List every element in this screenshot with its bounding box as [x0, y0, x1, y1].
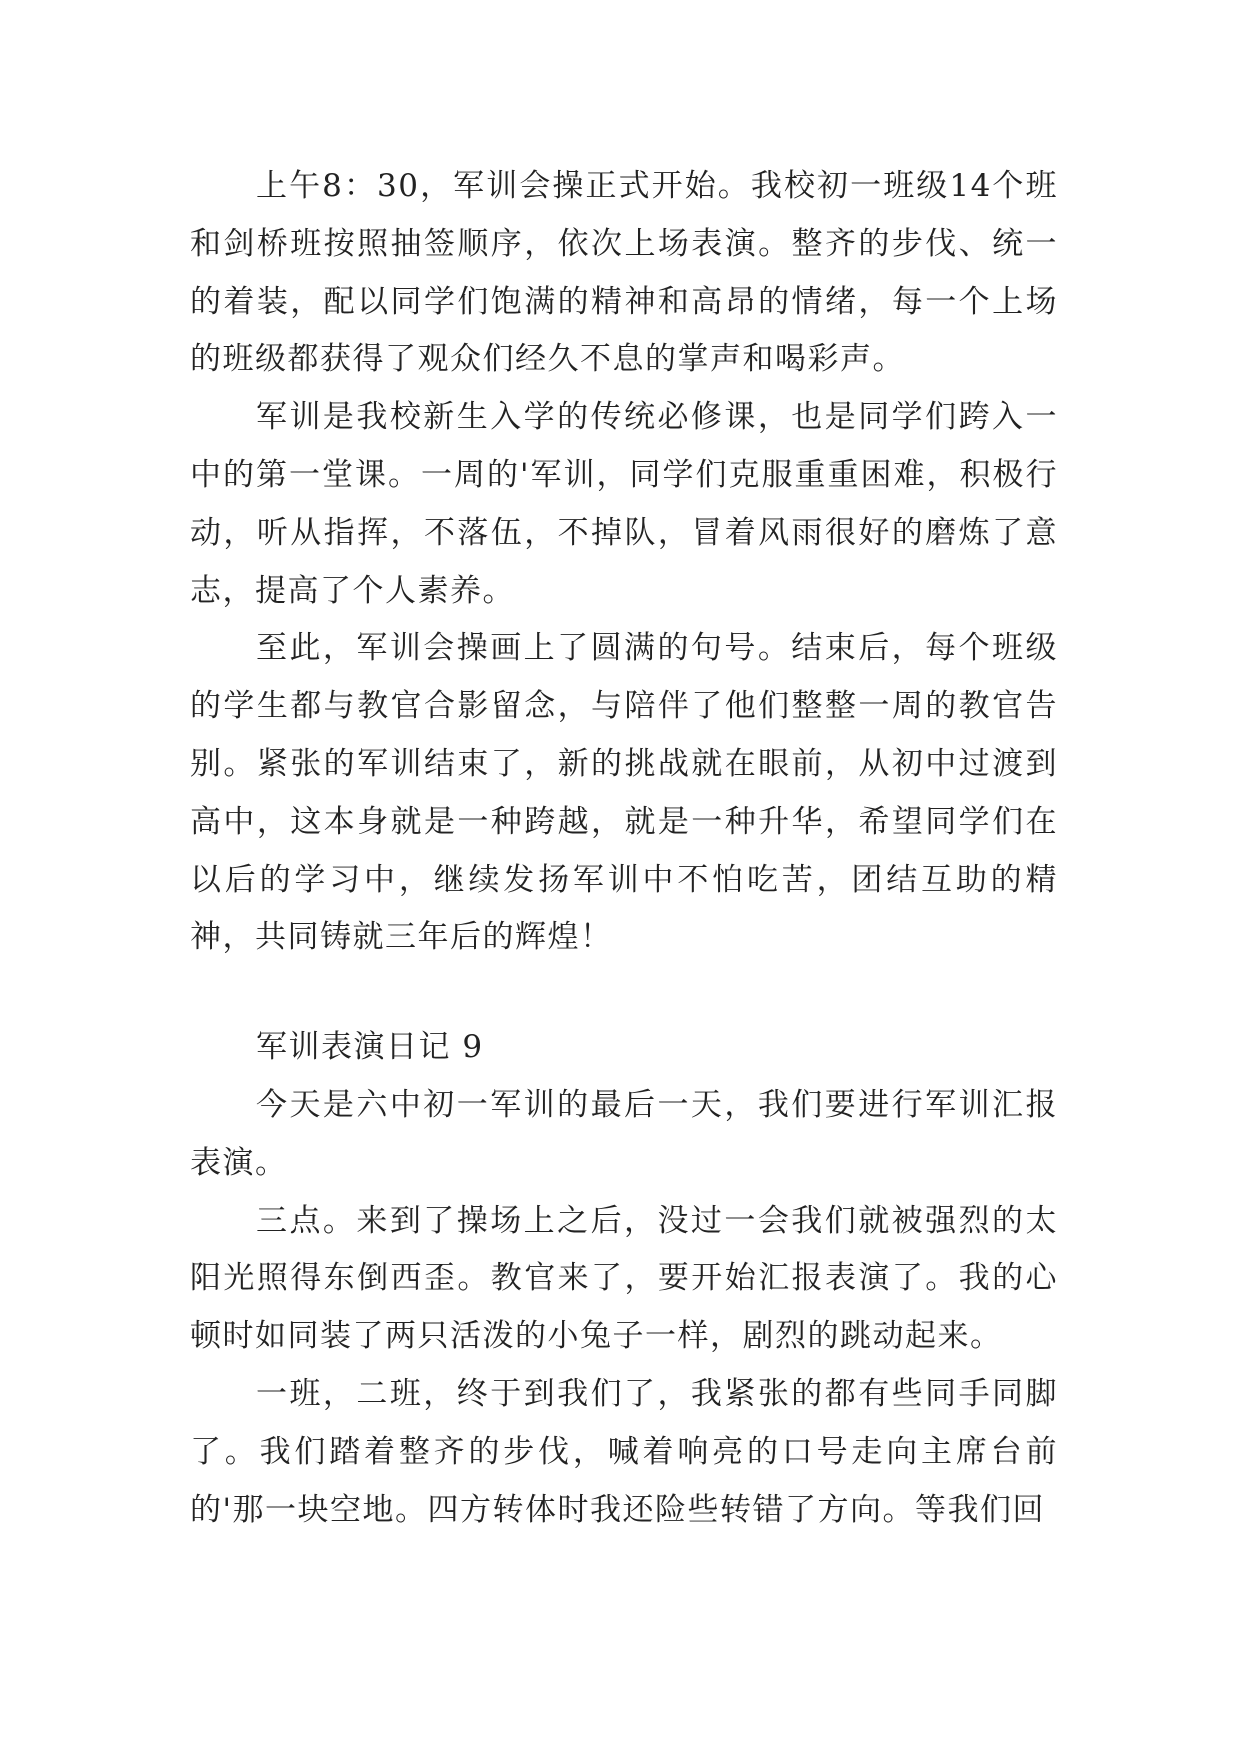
paragraph-last-day: 今天是六中初一军训的最后一天，我们要进行军训汇报表演。 [190, 1086, 1058, 1181]
paragraph-training-tradition: 军训是我校新生入学的传统必修课，也是同学们跨入一中的第一堂课。一周的'军训，同学们克服重重困难，积极行动，听从指挥，不落伍，不掉队，冒着风雨很好的磨炼了意志，提高了个人素养。 [190, 399, 1058, 609]
paragraph-three-oclock: 三点。来到了操场上之后，没过一会我们就被强烈的太阳光照得东倒西歪。教官来了，要开始汇报表演了。我的心顿时如同装了两只活泼的小兔子一样，剧烈的跳动起来。 [190, 1202, 1058, 1355]
document-body [190, 158, 1058, 1539]
paragraph-our-turn: 一班，二班，终于到我们了，我紧张的都有些同手同脚了。我们踏着整齐的步伐，喊着响亮的口号走向主席台前的'那一块空地。四方转体时我还险些转错了方向。等我们回 [190, 1375, 1058, 1528]
paragraph-drill-start: 上午8：30，军训会操正式开始。我校初一班级14个班和剑桥班按照抽签顺序，依次上场表演。整齐的步伐、统一的着装，配以同学们饱满的精神和高昂的情绪，每一个上场的班级都获得了观众们经久不息的掌声和喝彩声。 [190, 168, 1058, 378]
paragraph-drill-conclusion: 至此，军训会操画上了圆满的句号。结束后，每个班级的学生都与教官合影留念，与陪伴了他们整整一周的教官告别。紧张的军训结束了，新的挑战就在眼前，从初中过渡到高中，这本身就是一种跨越，就是一种升华，希望同学们在以后的学习中，继续发扬军训中不怕吃苦，团结互助的精神，共同铸就三年后的辉煌！ [190, 630, 1058, 956]
diary-heading: 军训表演日记 9 [256, 1029, 484, 1066]
section-spacer [190, 967, 1058, 1019]
